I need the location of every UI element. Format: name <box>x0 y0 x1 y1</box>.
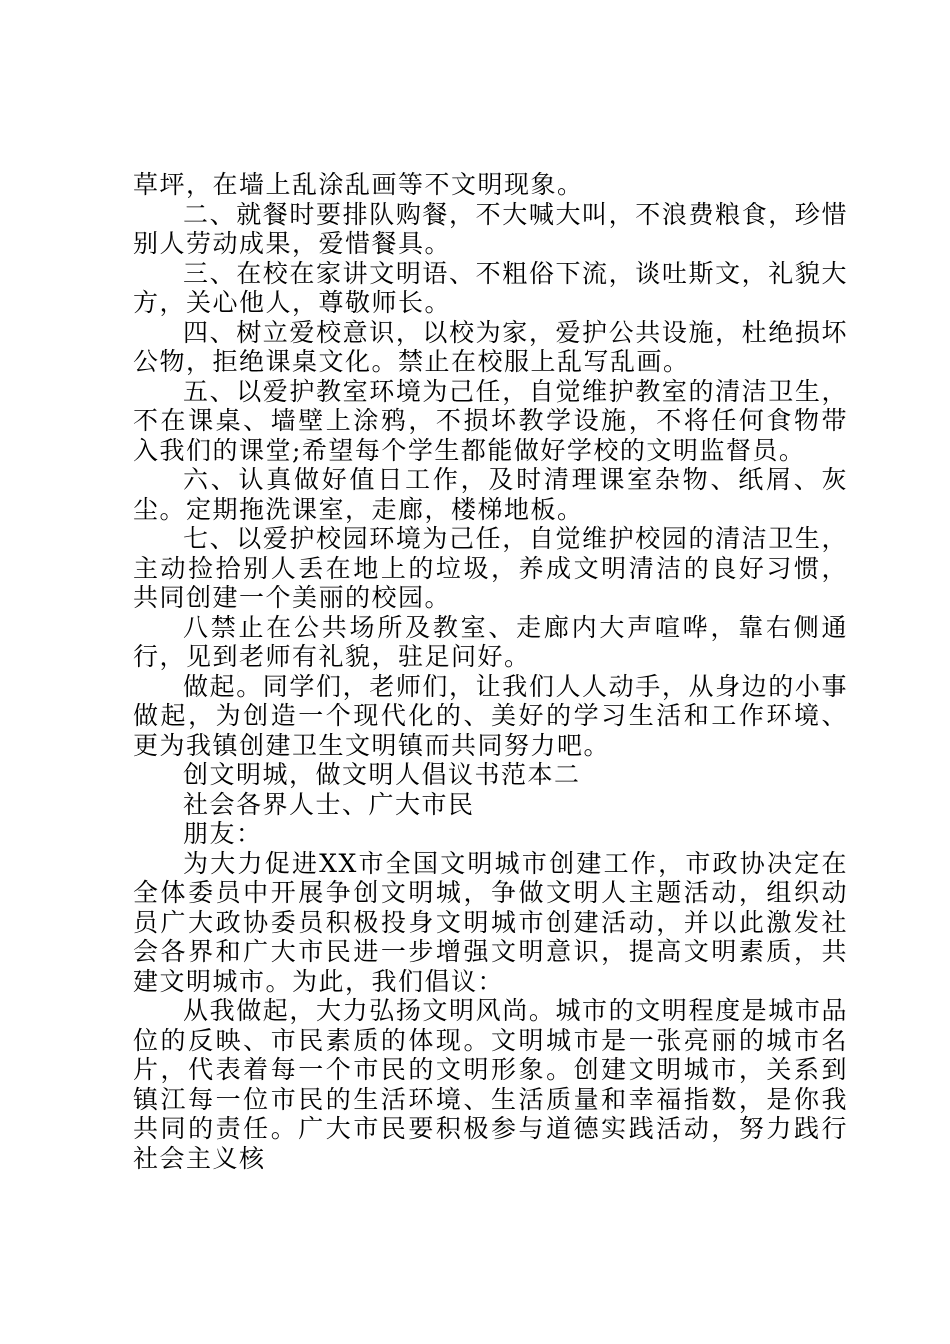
paragraph: 五、以爱护教室环境为己任，自觉维护教室的清洁卫生，不在课桌、墙壁上涂鸦，不损坏教学设施，不将任何食物带入我们的课堂;希望每个学生都能做好学校的文明监督员。 <box>133 376 848 465</box>
paragraph: 三、在校在家讲文明语、不粗俗下流，谈吐斯文，礼貌大方，关心他人，尊敬师长。 <box>133 258 848 317</box>
paragraph: 从我做起，大力弘扬文明风尚。城市的文明程度是城市品位的反映、市民素质的体现。文明城市是一张亮丽的城市名片，代表着每一个市民的文明形象。创建文明城市，关系到镇江每一位市民的生活环境、生活质量和幸福指数，是你我共同的责任。广大市民要积极参与道德实践活动，努力践行社会主义核 <box>133 996 848 1173</box>
salutation-line: 社会各界人士、广大市民 <box>183 789 475 819</box>
paragraph: 四、树立爱校意识，以校为家，爱护公共设施，杜绝损坏公物，拒绝课桌文化。禁止在校服上乱写乱画。 <box>133 317 848 376</box>
document-body <box>133 170 848 1173</box>
paragraph: 草坪，在墙上乱涂乱画等不文明现象。 <box>133 170 584 199</box>
salutation-line: 朋友： <box>183 819 263 848</box>
paragraph: 为大力促进XX市全国文明城市创建工作，市政协决定在全体委员中开展争创文明城，争做文明人主题活动，组织动员广大政协委员积极投身文明城市创建活动，并以此激发社会各界和广大市民进一步增强文明意识，提高文明素质，共建文明城市。为此，我们倡议： <box>133 848 848 996</box>
paragraph: 二、就餐时要排队购餐，不大喊大叫，不浪费粮食，珍惜别人劳动成果，爱惜餐具。 <box>133 199 848 258</box>
paragraph: 做起。同学们，老师们，让我们人人动手，从身边的小事做起，为创造一个现代化的、美好的学习生活和工作环境、更为我镇创建卫生文明镇而共同努力吧。 <box>133 671 848 760</box>
paragraph: 七、以爱护校园环境为己任，自觉维护校园的清洁卫生，主动捡拾别人丢在地上的垃圾，养成文明清洁的良好习惯，共同创建一个美丽的校园。 <box>133 524 848 612</box>
paragraph: 八禁止在公共场所及教室、走廊内大声喧哗，靠右侧通行，见到老师有礼貌，驻足问好。 <box>133 612 848 671</box>
section-title: 创文明城，做文明人倡议书范本二 <box>183 760 581 789</box>
paragraph: 六、认真做好值日工作，及时清理课室杂物、纸屑、灰尘。定期拖洗课室，走廊，楼梯地板。 <box>133 465 848 524</box>
